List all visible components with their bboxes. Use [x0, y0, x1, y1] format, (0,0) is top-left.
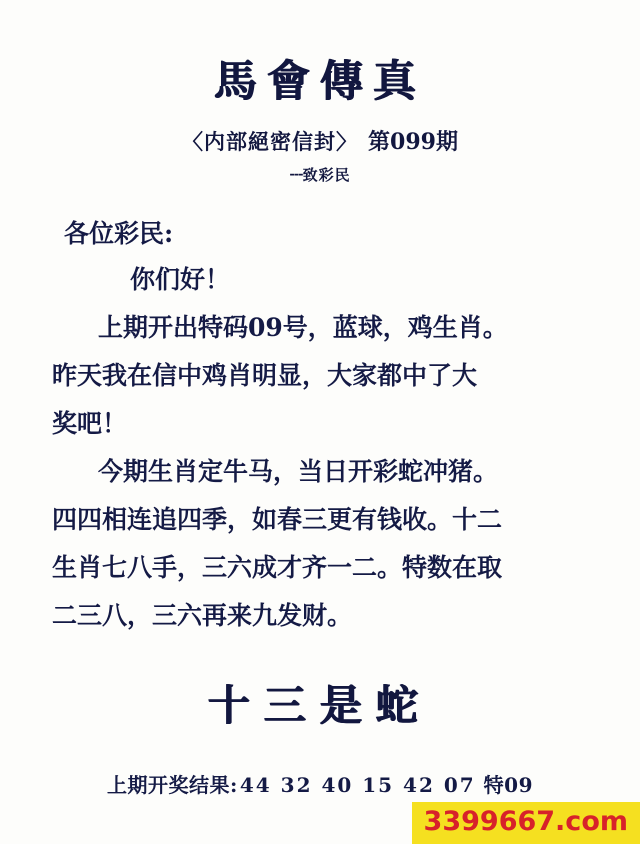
result-numbers: 44 32 40 15 42 07	[239, 773, 476, 797]
paragraph-line-7: 二三八，三六再来九发财。	[52, 601, 353, 630]
result-special-number: 特09	[483, 773, 534, 797]
result-label: 上期开奖结果:	[106, 773, 238, 797]
paragraph-line-6: 生肖七八手，三六成才齐一二。特数在取	[52, 553, 503, 582]
letter-body	[52, 211, 588, 639]
issue-number: 第099期	[368, 129, 458, 155]
confidential-envelope-label: 〈内部絕密信封〉	[182, 129, 359, 154]
paragraph-line-3: 奖吧！	[52, 409, 128, 438]
salutation: 各位彩民:	[64, 219, 174, 248]
dedication-dashes: ---	[289, 167, 303, 182]
site-watermark: 3399667.com	[412, 802, 640, 844]
paragraph-line-2: 昨天我在信中鸡肖明显，大家都中了大	[52, 361, 478, 390]
greeting: 你们好！	[130, 265, 231, 294]
highlight-prediction: 十三是蛇	[207, 681, 432, 730]
previous-draw-result	[0, 769, 640, 798]
page-title: 馬會傳真	[214, 57, 426, 107]
subtitle-line	[0, 125, 640, 156]
paragraph-line-1: 上期开出特码09号，蓝球，鸡生肖。	[98, 313, 508, 342]
dedication-line	[0, 164, 640, 185]
dedication-text: 致彩民	[302, 166, 351, 184]
paragraph-line-5: 四四相连追四季，如春三更有钱收。十二	[52, 505, 503, 534]
paragraph-line-4: 今期生肖定牛马，当日开彩蛇冲猪。	[98, 457, 499, 486]
